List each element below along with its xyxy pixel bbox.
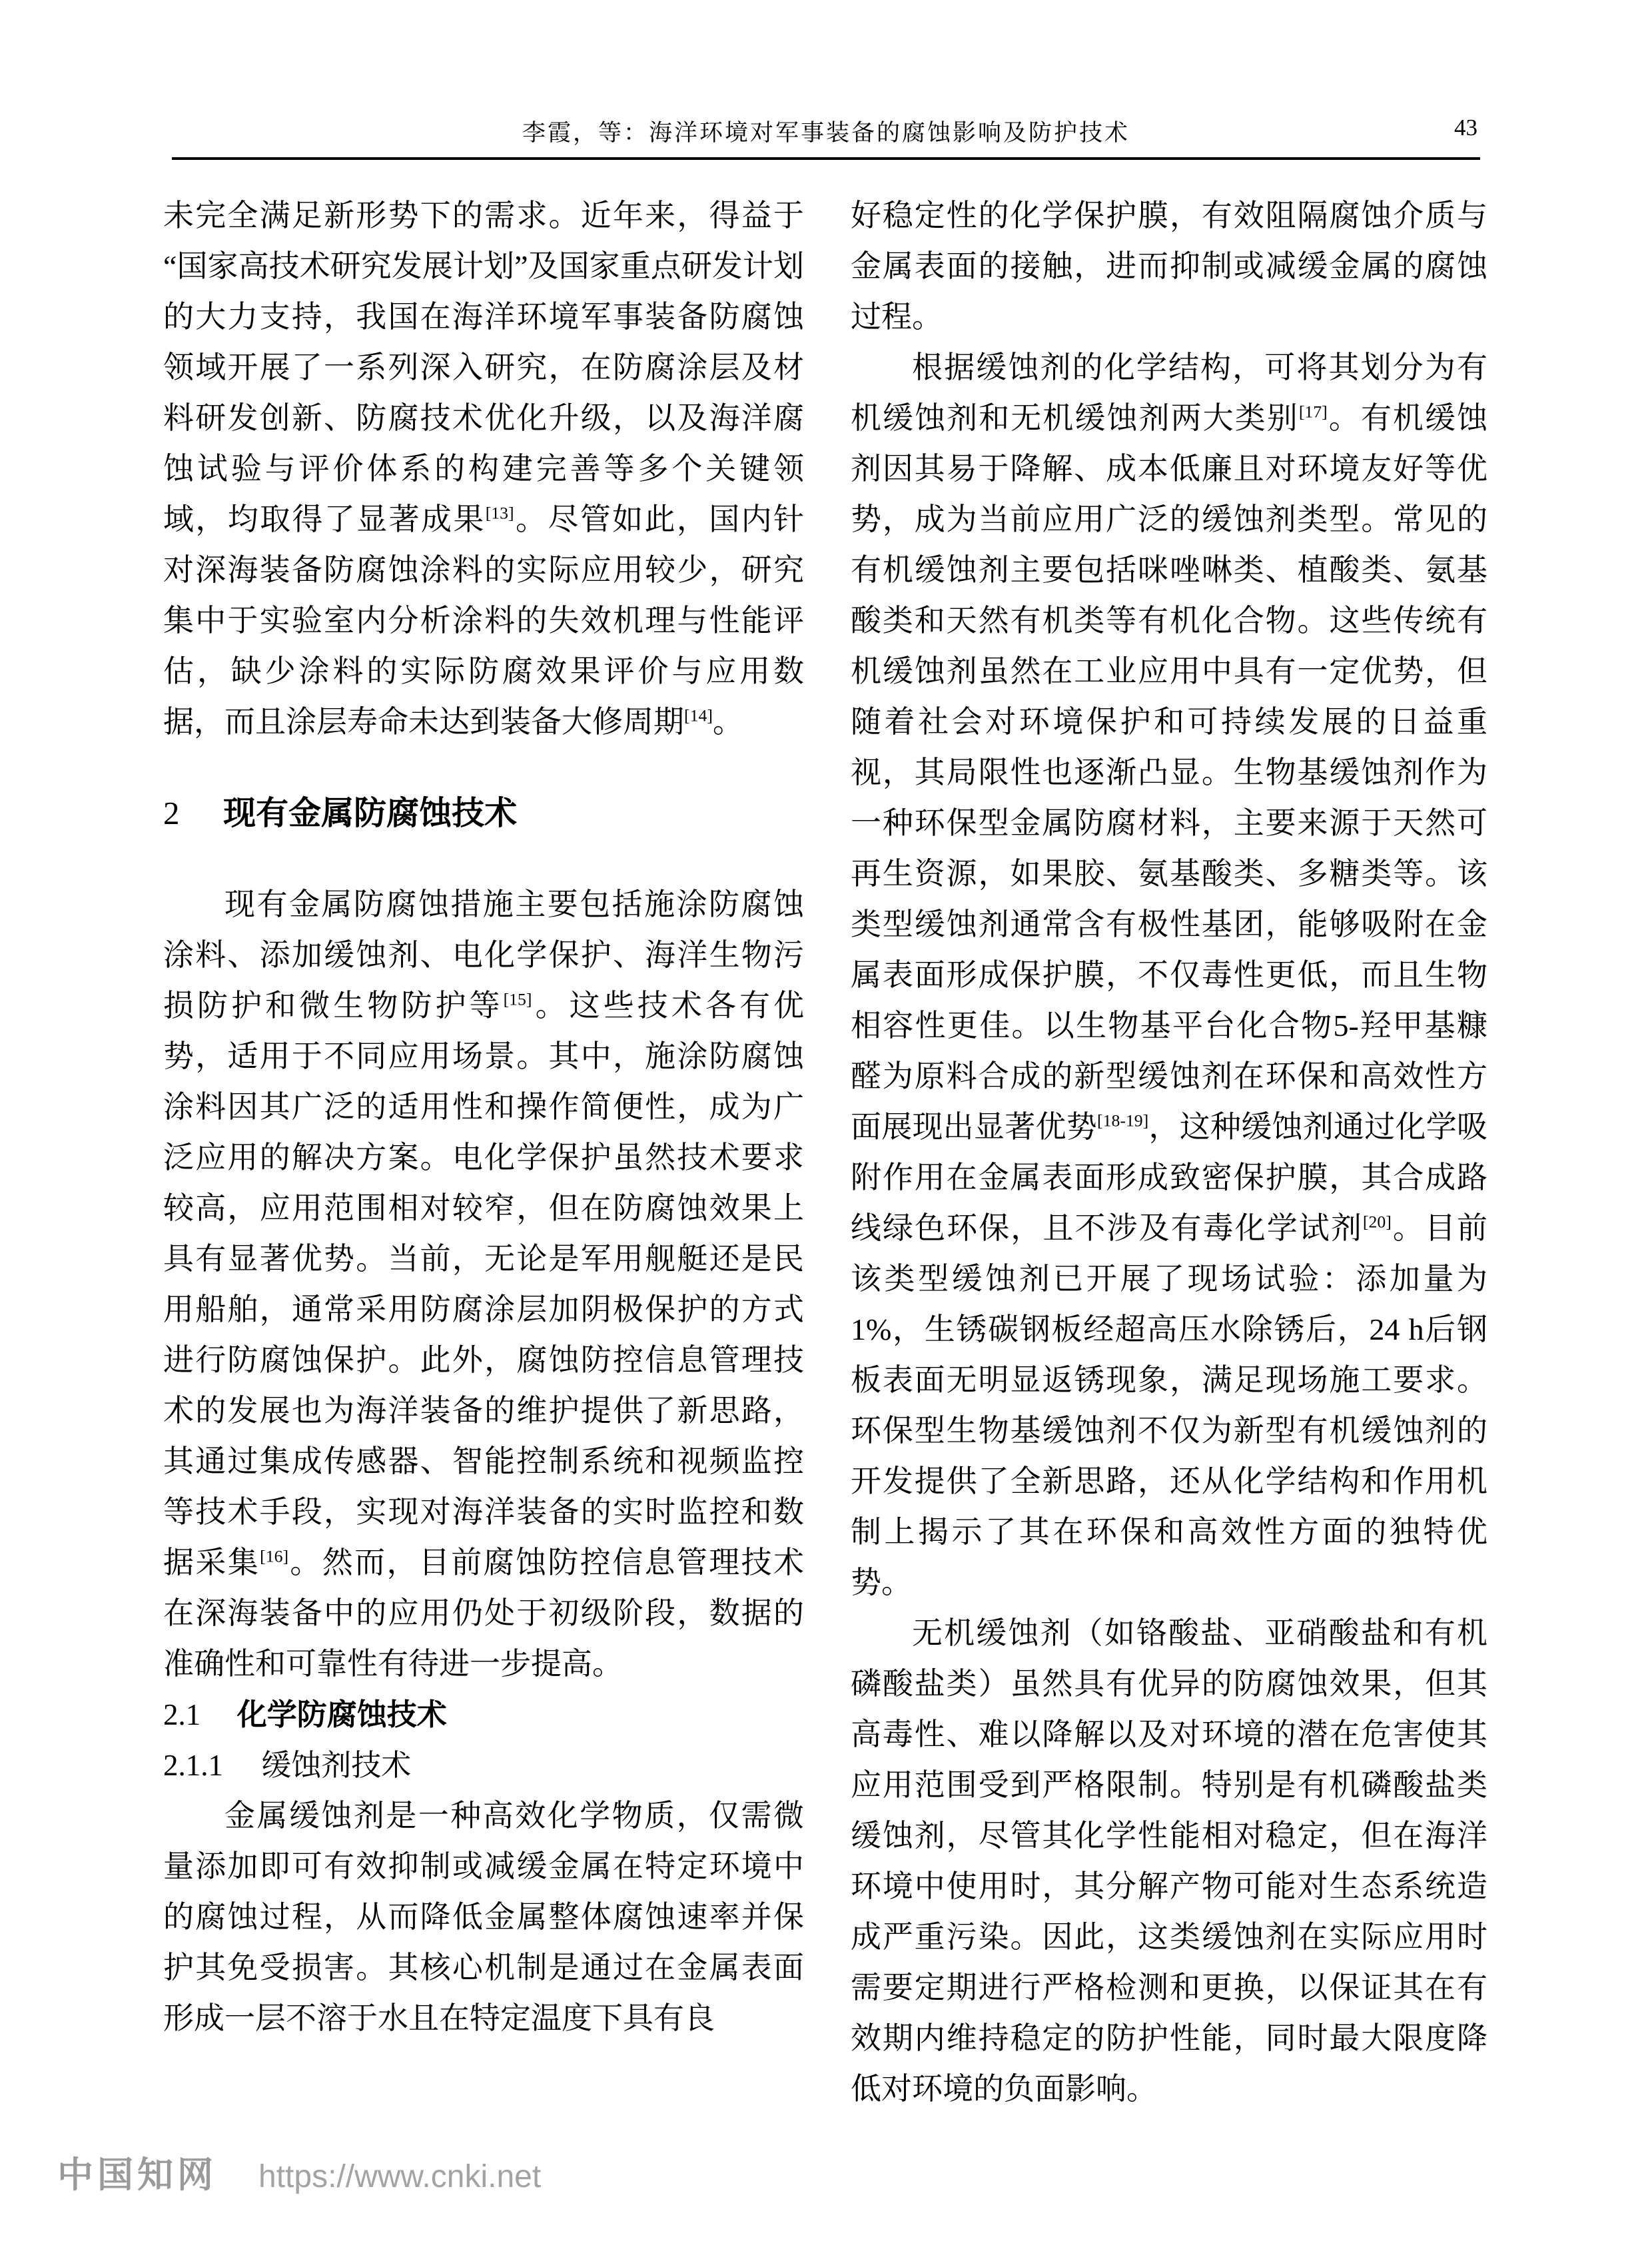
paragraph-intro-continuation: 未完全满足新形势下的需求。近年来，得益于“国家高技术研究发展计划”及国家重点研发计划的大力支持，我国在海洋环境军事装备防腐蚀领域开展了一系列深入研究，在防腐涂层及材料研发创新、防腐技术优化升级，以及海洋腐蚀试验与评价体系的构建完善等多个关键领域，均取得了显著成果[13]。尽管如此，国内针对深海装备防腐蚀涂料的实际应用较少，研究集中于实验室内分析涂料的失效机理与性能评估，缺少涂料的实际防腐效果评价与应用数据，而且涂层寿命未达到装备大修周期[14]。 bbox=[163, 199, 804, 739]
paragraph-overview: 现有金属防腐蚀措施主要包括施涂防腐蚀涂料、添加缓蚀剂、电化学保护、海洋生物污损防护和微生物防护等[15]。这些技术各有优势，适用于不同应用场景。其中，施涂防腐蚀涂料因其广泛的适用性和操作简便性，成为广泛应用的解决方案。电化学保护虽然技术要求较高，应用范围相对较窄，但在防腐蚀效果上具有显著优势。当前，无论是军用舰艇还是民用船舶，通常采用防腐涂层加阴极保护的方式进行防腐蚀保护。此外，腐蚀防控信息管理技术的发展也为海洋装备的维护提供了新思路，其通过集成传感器、智能控制系统和视频监控等技术手段，实现对海洋装备的实时监控和数据采集[16]。然而，目前腐蚀防控信息管理技术在深海装备中的应用仍处于初级阶段，数据的准确性和可靠性有待进一步提高。 bbox=[163, 887, 804, 1681]
left-column bbox=[163, 191, 804, 2126]
paragraph-inorganic-inhibitors: 无机缓蚀剂（如铬酸盐、亚硝酸盐和有机磷酸盐类）虽然具有优异的防腐蚀效果，但其高毒性、难以降解以及对环境的潜在危害使其应用范围受到严格限制。特别是有机磷酸盐类缓蚀剂，尽管其化学性能相对稳定，但在海洋环境中使用时，其分解产物可能对生态系统造成严重污染。因此，这类缓蚀剂在实际应用时需要定期进行严格检测和更换，以保证其在有效期内维持稳定的防护性能，同时最大限度降低对环境的负面影响。 bbox=[851, 1616, 1487, 2106]
page-footer bbox=[57, 2146, 541, 2198]
section-2-1-1-heading bbox=[163, 1740, 804, 1791]
section-2-1-1-title: 缓蚀剂技术 bbox=[261, 1749, 412, 1782]
section-2-1-number: 2.1 bbox=[163, 1698, 201, 1731]
paragraph-organic-inhibitors: 根据缓蚀剂的化学结构，可将其划分为有机缓蚀剂和无机缓蚀剂两大类别[17]。有机缓蚀剂因其易于降解、成本低廉且对环境友好等优势，成为当前应用广泛的缓蚀剂类型。常见的有机缓蚀剂主要包括咪唑啉类、植酸类、氨基酸类和天然有机类等有机化合物。这些传统有机缓蚀剂虽然在工业应用中具有一定优势，但随着社会对环境保护和可持续发展的日益重视，其局限性也逐渐凸显。生物基缓蚀剂作为一种环保型金属防腐材料，主要来源于天然可再生资源，如果胶、氨基酸类、多糖类等。该类型缓蚀剂通常含有极性基团，能够吸附在金属表面形成保护膜，不仅毒性更低，而且生物相容性更佳。以生物基平台化合物5-羟甲基糠醛为原料合成的新型缓蚀剂在环保和高效性方面展现出显著优势[18-19]，这种缓蚀剂通过化学吸附作用在金属表面形成致密保护膜，其合成路线绿色环保，且不涉及有毒化学试剂[20]。目前该类型缓蚀剂已开展了现场试验：添加量为1%，生锈碳钢板经超高压水除锈后，24 h后钢板表面无明显返锈现象，满足现场施工要求。环保型生物基缓蚀剂不仅为新型有机缓蚀剂的开发提供了全新思路，还从化学结构和作用机制上揭示了其在环保和高效性方面的独特优势。 bbox=[851, 350, 1487, 1599]
page-number: 43 bbox=[1454, 115, 1477, 141]
paragraph-film-continuation: 好稳定性的化学保护膜，有效阻隔腐蚀介质与金属表面的接触，进而抑制或减缓金属的腐蚀过程。 bbox=[851, 199, 1487, 334]
cnki-logo-text: 中国知网 bbox=[57, 2155, 217, 2195]
section-2-number: 2 bbox=[163, 795, 180, 831]
cnki-url-text: https://www.cnki.net bbox=[258, 2159, 542, 2194]
right-column bbox=[851, 191, 1487, 2126]
header-rule bbox=[172, 157, 1480, 160]
section-2-1-1-number: 2.1.1 bbox=[163, 1749, 223, 1782]
section-2-title: 现有金属防腐蚀技术 bbox=[223, 795, 518, 831]
paragraph-inhibitor-intro: 金属缓蚀剂是一种高效化学物质，仅需微量添加即可有效抑制或减缓金属在特定环境中的腐蚀过程，从而降低金属整体腐蚀速率并保护其免受损害。其核心机制是通过在金属表面形成一层不溶于水且在特定温度下具有良 bbox=[163, 1799, 804, 2035]
page-header bbox=[172, 115, 1480, 148]
section-2-heading bbox=[163, 786, 804, 841]
section-2-1-title: 化学防腐蚀技术 bbox=[236, 1697, 447, 1731]
section-2-1-heading bbox=[163, 1689, 804, 1740]
running-title: 李霞，等：海洋环境对军事装备的腐蚀影响及防护技术 bbox=[522, 120, 1130, 146]
